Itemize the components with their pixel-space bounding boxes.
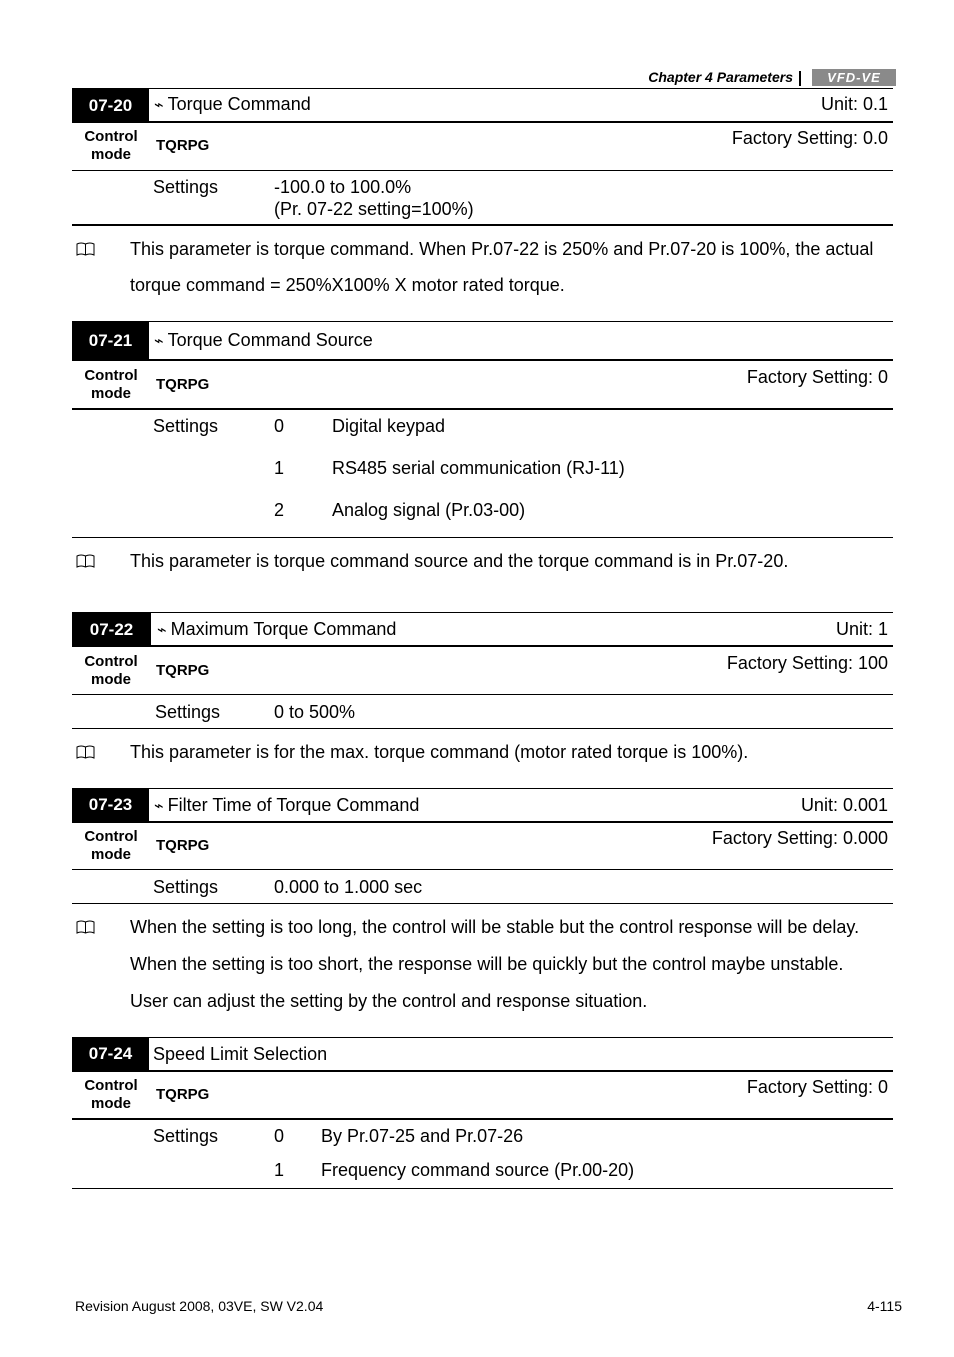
- control-mode-label: Control mode: [84, 367, 138, 402]
- option-number: 2: [274, 500, 285, 520]
- rule: [72, 645, 893, 647]
- note-text: This parameter is torque command source and the torque command is in Pr.07-20.: [130, 551, 789, 571]
- revision-footer: Revision August 2008, 03VE, SW V2.04: [75, 1298, 324, 1314]
- book-icon: [76, 745, 95, 759]
- settings-value: 0 to 500%: [274, 702, 356, 722]
- rule: [72, 321, 893, 322]
- rule: [72, 903, 893, 904]
- book-icon: [76, 920, 95, 934]
- control-mode-label: Control mode: [84, 128, 138, 163]
- note-text: torque command = 250%X100% X motor rated torque.: [130, 275, 565, 295]
- settings-value: -100.0 to 100.0%: [274, 177, 412, 197]
- rule: [72, 821, 893, 823]
- header-separator: [799, 71, 801, 86]
- rule: [72, 121, 893, 123]
- option-number: 0: [274, 416, 285, 436]
- rule: [72, 1070, 893, 1072]
- param-id: 07-21: [72, 322, 149, 359]
- chapter-header: Chapter 4 Parameters: [648, 69, 793, 85]
- settings-label: Settings: [153, 1126, 219, 1146]
- note-text: This parameter is torque command. When Pr.07-22 is 250% and Pr.07-20 is 100%, the actual: [130, 239, 874, 259]
- param-title: ⌁ Torque Command Source: [154, 330, 373, 350]
- rule: [72, 1188, 893, 1189]
- control-mode-label: Control mode: [84, 828, 138, 863]
- rule: [72, 170, 893, 171]
- control-mode-value: TQRPG: [156, 1086, 210, 1103]
- param-id: 07-20: [72, 89, 149, 122]
- param-title: ⌁ Torque Command: [154, 94, 311, 114]
- book-icon: [76, 242, 95, 256]
- control-mode-value: TQRPG: [156, 837, 210, 854]
- settings-label: Settings: [153, 177, 219, 197]
- param-title: Speed Limit Selection: [153, 1044, 328, 1064]
- option-number: 1: [274, 458, 285, 478]
- param-title: ⌁ Maximum Torque Command: [157, 619, 397, 639]
- option-text: By Pr.07-25 and Pr.07-26: [321, 1126, 524, 1146]
- rule: [72, 1037, 893, 1038]
- runtime-edit-icon: ⌁: [154, 798, 164, 815]
- note-text: This parameter is for the max. torque command (motor rated torque is 100%).: [130, 742, 749, 762]
- param-unit: Unit: 0.1: [820, 94, 888, 114]
- rule: [72, 537, 893, 538]
- rule: [72, 224, 893, 226]
- rule: [72, 728, 893, 729]
- page-number: 4-115: [867, 1298, 902, 1314]
- rule: [72, 359, 893, 361]
- factory-setting: Factory Setting: 0: [746, 367, 888, 387]
- option-text: Analog signal (Pr.03-00): [332, 500, 526, 520]
- option-text: RS485 serial communication (RJ-11): [332, 458, 625, 478]
- factory-setting: Factory Setting: 0.000: [711, 828, 888, 848]
- rule: [72, 694, 893, 695]
- option-number: 0: [274, 1126, 285, 1146]
- control-mode-label: Control mode: [84, 653, 138, 688]
- settings-label: Settings: [155, 702, 221, 722]
- runtime-edit-icon: ⌁: [157, 622, 167, 639]
- option-number: 1: [274, 1160, 285, 1180]
- settings-label: Settings: [153, 416, 219, 436]
- rule: [72, 788, 893, 789]
- factory-setting: Factory Setting: 0.0: [731, 128, 888, 148]
- control-mode-label: Control mode: [84, 1077, 138, 1112]
- param-title: ⌁ Filter Time of Torque Command: [154, 795, 420, 815]
- note-text: When the setting is too long, the control will be stable but the control response will be delay.: [130, 917, 860, 937]
- factory-setting: Factory Setting: 0: [746, 1077, 888, 1097]
- option-text: Digital keypad: [332, 416, 446, 436]
- rule: [72, 612, 893, 613]
- note-text: User can adjust the setting by the control and response situation.: [130, 991, 648, 1011]
- runtime-edit-icon: ⌁: [154, 97, 164, 114]
- factory-setting: Factory Setting: 100: [726, 653, 888, 673]
- rule: [72, 869, 893, 870]
- note-text: When the setting is too short, the response will be quickly but the control maybe unstable.: [130, 954, 844, 974]
- book-icon: [76, 554, 95, 568]
- option-text: Frequency command source (Pr.00-20): [321, 1160, 635, 1180]
- settings-label: Settings: [153, 877, 219, 897]
- param-unit: Unit: 0.001: [800, 795, 888, 815]
- control-mode-value: TQRPG: [156, 376, 210, 393]
- rule: [72, 408, 893, 410]
- settings-value: 0.000 to 1.000 sec: [274, 877, 423, 897]
- rule: [72, 1118, 893, 1120]
- param-id: 07-23: [72, 789, 149, 821]
- param-unit: Unit: 1: [835, 619, 888, 639]
- param-id: 07-22: [72, 613, 151, 646]
- rule: [72, 88, 893, 89]
- control-mode-value: TQRPG: [156, 137, 210, 154]
- control-mode-value: TQRPG: [156, 662, 210, 679]
- param-id: 07-24: [72, 1038, 149, 1070]
- brand-logo: VFD-VE: [812, 69, 896, 86]
- settings-value: (Pr. 07-22 setting=100%): [274, 199, 474, 219]
- runtime-edit-icon: ⌁: [154, 333, 164, 350]
